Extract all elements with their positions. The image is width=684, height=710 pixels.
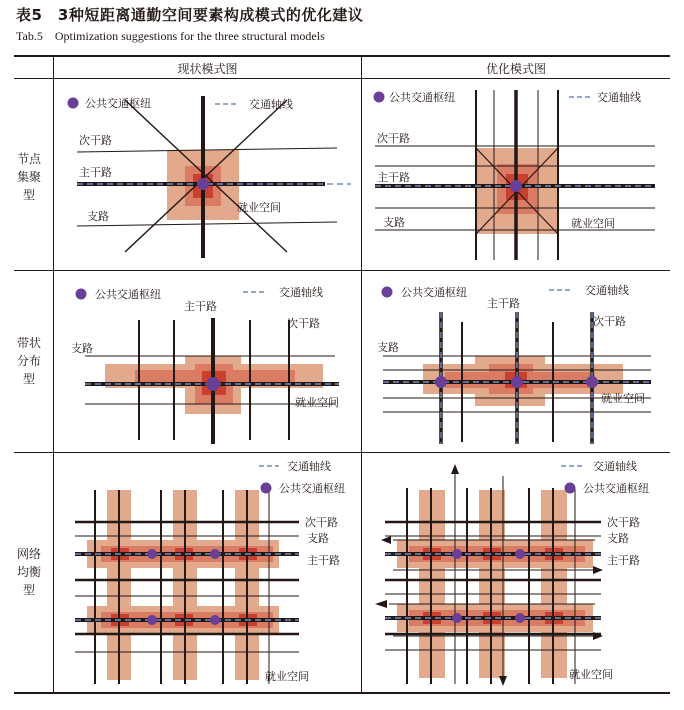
legend-hub-label: 公共交通枢纽 [583,482,649,495]
legend-hub-label: 公共交通枢纽 [95,288,161,301]
transit-hub [515,549,525,559]
transit-hub [452,549,462,559]
arrow-head-right [593,566,603,574]
branch-road [77,222,337,226]
branch-road-label: 支路 [71,342,93,355]
diagram-node-optimized [363,80,669,269]
diagram-network-optimized [363,454,669,690]
employment-label: 就业空间 [265,670,309,683]
transit-hub [197,178,209,190]
main-road-label: 主干路 [307,554,340,567]
secondary-road-label: 次干路 [79,134,112,147]
row-label-belt: 带状 分布 型 [16,336,41,386]
table-row-rule-1 [14,270,670,271]
secondary-road-label: 次干路 [377,132,410,145]
employment-label: 就业空间 [295,396,339,409]
transit-hub [586,376,598,388]
table-row-rule-2 [14,452,670,453]
legend-axis-label: 交通轴线 [279,286,323,299]
legend-axis-label: 交通轴线 [287,460,331,473]
arrow-head-left [375,600,387,608]
transit-hub [210,549,220,559]
arrow-head-left [381,536,391,544]
diagram-network-current [55,454,360,690]
employment-label: 就业空间 [601,392,645,405]
legend-axis-label: 交通轴线 [249,98,293,111]
table-bottom-rule [14,692,670,694]
transit-hub [511,376,523,388]
table-col-rule-2 [361,56,362,692]
legend-hub-dot [261,483,272,494]
legend-hub-dot [68,98,79,109]
branch-road-label: 支路 [307,532,329,545]
secondary-road-label: 次干路 [593,315,626,328]
branch-road-label: 支路 [383,216,405,229]
row-label-node: 节点 集聚 型 [16,152,41,202]
branch-road-label: 支路 [87,210,109,223]
legend-hub-dot [374,92,385,103]
transit-hub [515,613,525,623]
employment-label: 就业空间 [237,201,281,214]
transit-hub [452,613,462,623]
transit-hub [510,180,522,192]
arrow-head-down [499,676,507,686]
table-caption-cn: 表5 3种短距离通勤空间要素构成模式的优化建议 [16,6,364,24]
main-road-label: 主干路 [184,300,217,313]
branch-road-label: 支路 [377,341,399,354]
transit-hub [147,549,157,559]
table-caption-en: Tab.5 Optimization suggestions for the three structural models [16,29,325,43]
legend-hub-label: 公共交通枢纽 [389,91,455,104]
legend-axis-label: 交通轴线 [593,460,637,473]
main-road-label: 主干路 [377,171,410,184]
main-road-label: 主干路 [487,297,520,310]
employment-label: 就业空间 [571,217,615,230]
table-col-rule-1 [53,56,54,692]
legend-axis-label: 交通轴线 [585,284,629,297]
column-header-current: 现状模式图 [177,62,238,76]
legend-hub-dot [382,287,393,298]
table-header-rule [14,78,670,79]
secondary-road-label: 次干路 [607,516,640,529]
diagram-node-current [55,80,360,269]
transit-hub [206,377,220,391]
column-header-optimized: 优化模式图 [485,62,546,76]
transit-hub [147,615,157,625]
legend-axis-label: 交通轴线 [597,91,641,104]
table-top-rule [14,55,670,57]
legend-hub-dot [565,483,576,494]
transit-hub [210,615,220,625]
main-road-label: 主干路 [79,166,112,179]
legend-hub-label: 公共交通枢纽 [85,97,151,110]
legend-hub-label: 公共交通枢纽 [279,482,345,495]
diagram-belt-current [55,272,360,451]
secondary-road-label: 次干路 [305,516,338,529]
main-road-label: 主干路 [607,554,640,567]
secondary-road-label: 次干路 [287,317,320,330]
branch-road-label: 支路 [607,532,629,545]
legend-hub-label: 公共交通枢纽 [401,286,467,299]
arrow-head-up [451,464,459,474]
row-label-network: 网络 均衡 型 [16,547,41,597]
diagram-belt-optimized [363,272,669,451]
employment-label: 就业空间 [569,668,613,681]
legend-hub-dot [76,289,87,300]
transit-hub [435,376,447,388]
